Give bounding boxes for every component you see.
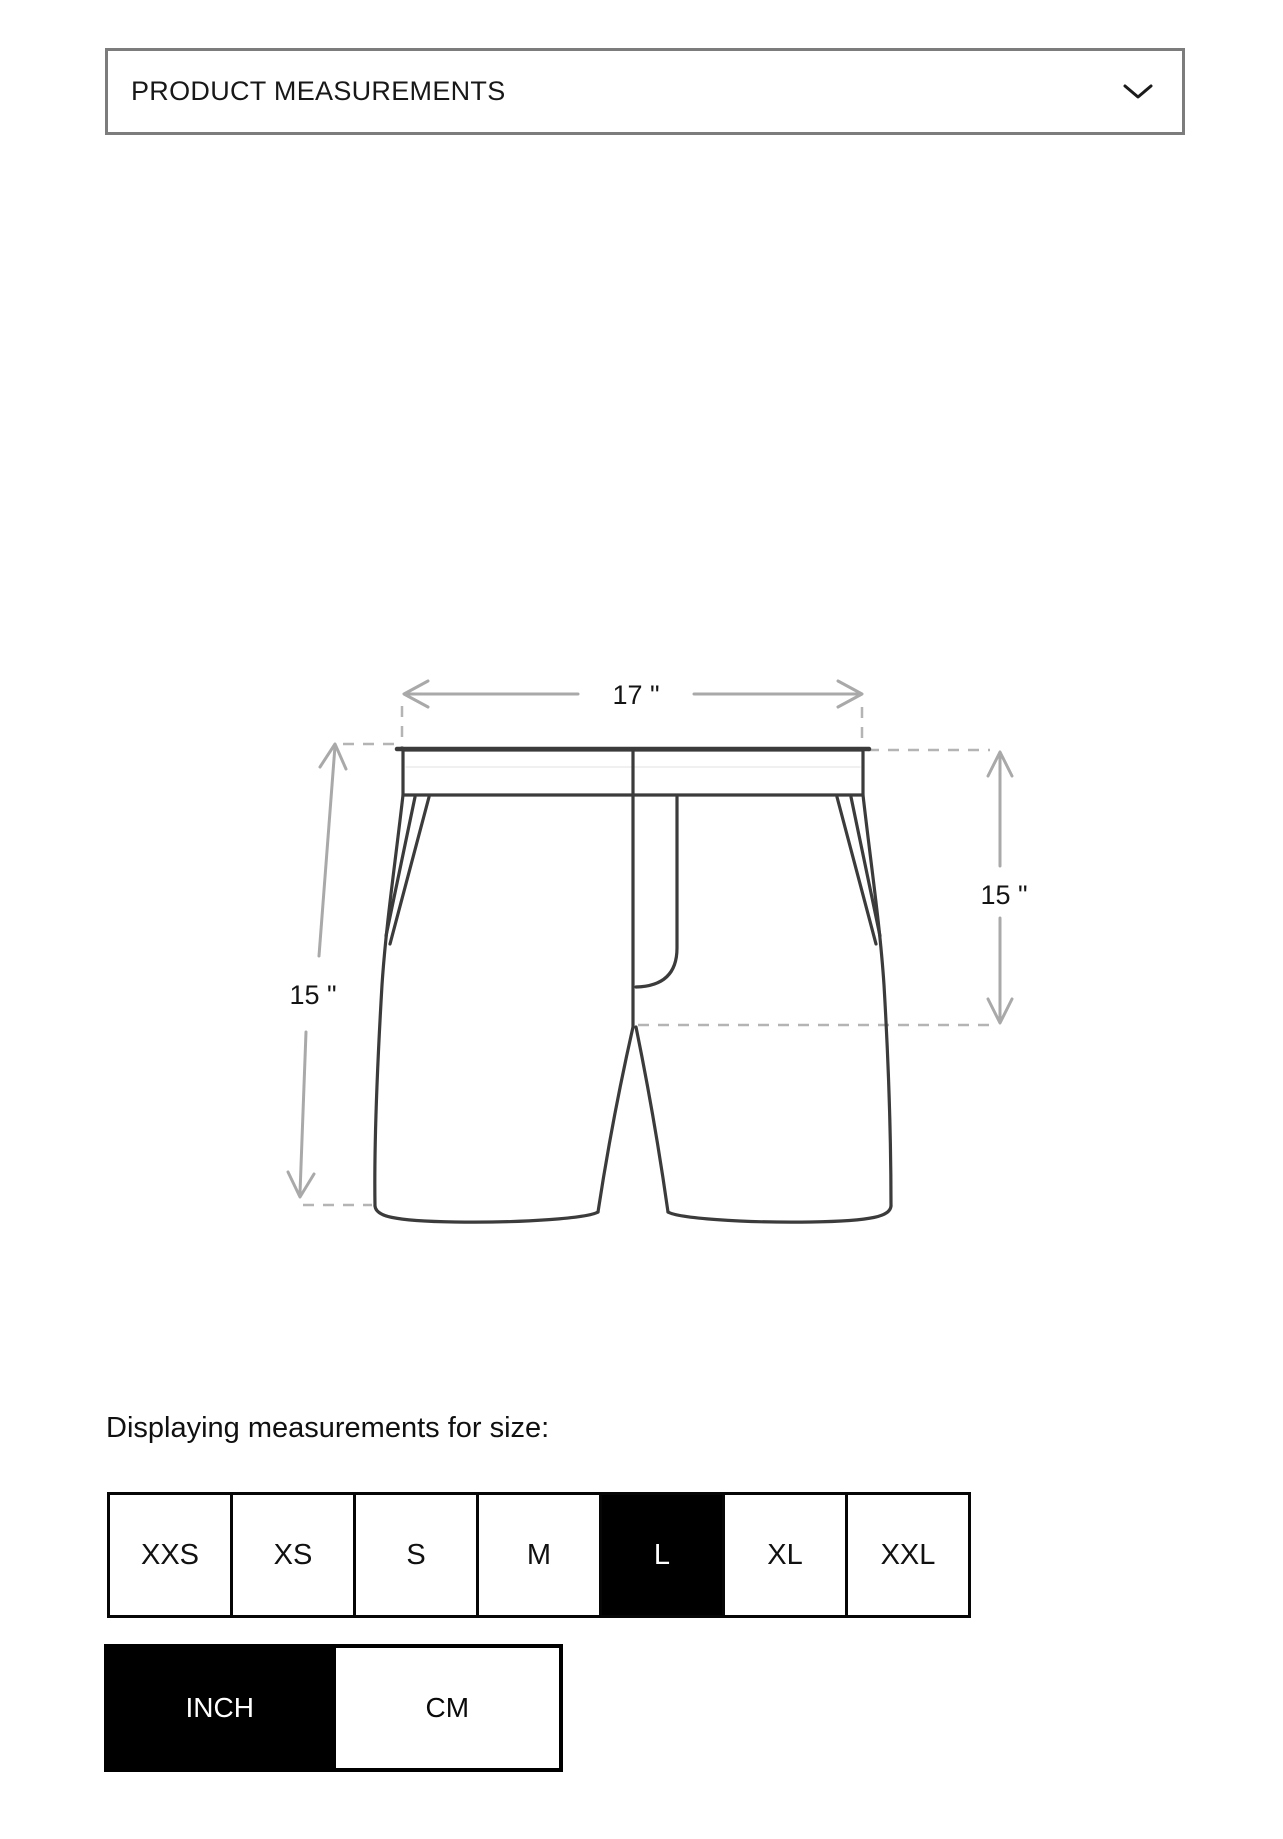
size-option-xxs[interactable]: XXS (107, 1492, 233, 1618)
right-hem (668, 1206, 891, 1222)
shorts-measurement-diagram (0, 640, 1283, 1240)
left-inseam (598, 1027, 633, 1212)
left-length-dimension-label: 15 " (289, 980, 337, 1010)
right-length-dimension-label: 15 " (980, 880, 1028, 910)
left-length-dimension-arrow (288, 744, 346, 1197)
size-option-xxl[interactable]: XXL (845, 1492, 971, 1618)
right-inseam (636, 1027, 668, 1212)
right-side-seam (863, 795, 891, 1206)
size-selector (107, 1492, 971, 1618)
left-hem (375, 1206, 598, 1222)
size-prompt-text: Displaying measurements for size: (106, 1412, 550, 1444)
size-option-s[interactable]: S (353, 1492, 479, 1618)
shorts-outline-sketch (375, 749, 891, 1222)
product-measurements-accordion[interactable] (105, 48, 1185, 135)
size-option-m[interactable]: M (476, 1492, 602, 1618)
fly-seam (636, 797, 677, 987)
size-option-l[interactable]: L (599, 1492, 725, 1618)
accordion-title: PRODUCT MEASUREMENTS (131, 76, 506, 106)
unit-selector (104, 1644, 563, 1772)
width-dimension-label: 17 " (612, 680, 660, 710)
size-option-xs[interactable]: XS (230, 1492, 356, 1618)
unit-option-inch[interactable]: INCH (108, 1648, 332, 1768)
size-option-xl[interactable]: XL (722, 1492, 848, 1618)
chevron-down-icon[interactable] (1122, 83, 1154, 100)
left-side-seam (375, 795, 403, 1206)
unit-option-cm[interactable]: CM (332, 1648, 560, 1768)
